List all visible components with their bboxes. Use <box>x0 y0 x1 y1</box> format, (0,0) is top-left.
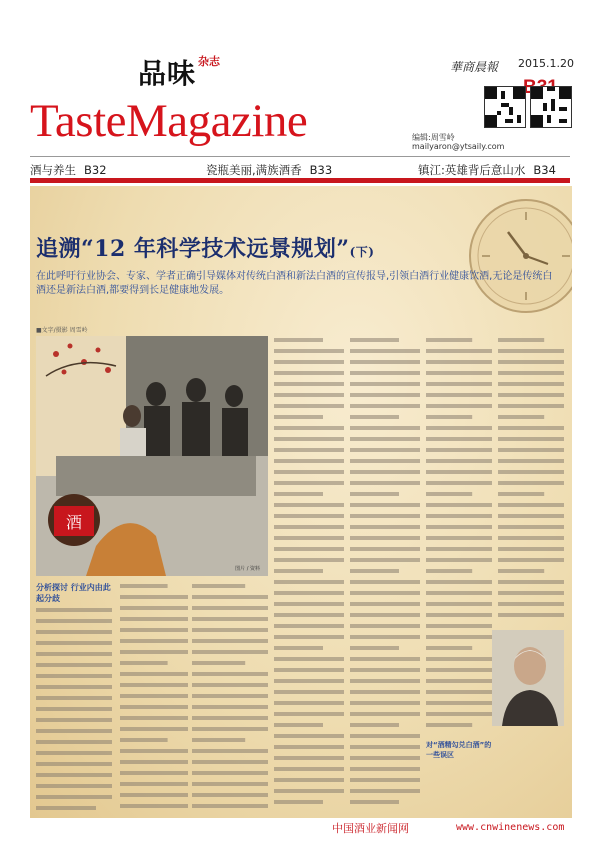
headline-part: (下) <box>349 245 375 259</box>
issue-date: 2015.1.20 <box>518 57 574 70</box>
qr-code-icon <box>484 86 526 128</box>
article-column-2 <box>120 582 188 812</box>
article-column-1 <box>36 606 112 816</box>
article-column-7 <box>498 336 564 624</box>
section-page: B34 <box>533 163 556 177</box>
section-link-porcelain[interactable] <box>206 162 332 178</box>
logo-badge: 杂志 <box>198 55 220 68</box>
clock-icon <box>438 186 572 326</box>
byline: ■文字/摄影 周雪岭 <box>36 327 88 334</box>
portrait-photo <box>492 630 564 726</box>
section-link-zhenjiang[interactable] <box>418 162 556 178</box>
divider <box>30 156 570 157</box>
section-subhead: 对“酒精勾兑白酒”的一些误区 <box>426 741 492 759</box>
masthead-rule <box>30 178 570 183</box>
section-subhead: 分析探讨 行业内由此起分歧 <box>36 583 111 603</box>
qr-code-icon <box>530 86 572 128</box>
article-deck: 在此呼吁行业协会、专家、学者正确引导媒体对传统白酒和新法白酒的宣传报导,引领白酒行业健康饮酒,无论是传统白酒还是新法白酒,都要得到长足健康地发展。 <box>36 271 553 296</box>
wine-jar-label: 酒 <box>65 513 83 532</box>
section-label: 瓷瓶美丽,满族酒香 <box>206 163 302 177</box>
logo-chinese: 品味 <box>138 57 197 90</box>
watermark-url: www.cnwinenews.com <box>456 822 565 833</box>
watermark-site: 中国酒业新闻网 <box>332 822 409 835</box>
logo-english: TasteMagazine <box>30 95 308 147</box>
article-column-5 <box>350 336 420 812</box>
photo-caption: 图片 / 资料 <box>235 566 260 572</box>
section-label: 酒与养生 <box>30 163 76 177</box>
article-headline <box>36 232 374 263</box>
publication-name: 華商晨報 <box>450 60 499 74</box>
headline-text: 追溯“12 年科学技术远景规划” <box>36 236 350 262</box>
editor-email: mailyaron@ytsaily.com <box>412 142 505 151</box>
article-column-3 <box>192 582 268 812</box>
section-page: B33 <box>309 163 333 177</box>
article-photo <box>36 336 268 576</box>
article-column-4 <box>274 336 344 812</box>
section-label: 镇江:英雄背后意山水 <box>418 163 526 177</box>
section-page: B32 <box>84 163 107 177</box>
section-link-wine-health[interactable] <box>30 162 107 178</box>
editor-credit: 编辑:周雪岭 <box>412 133 455 142</box>
